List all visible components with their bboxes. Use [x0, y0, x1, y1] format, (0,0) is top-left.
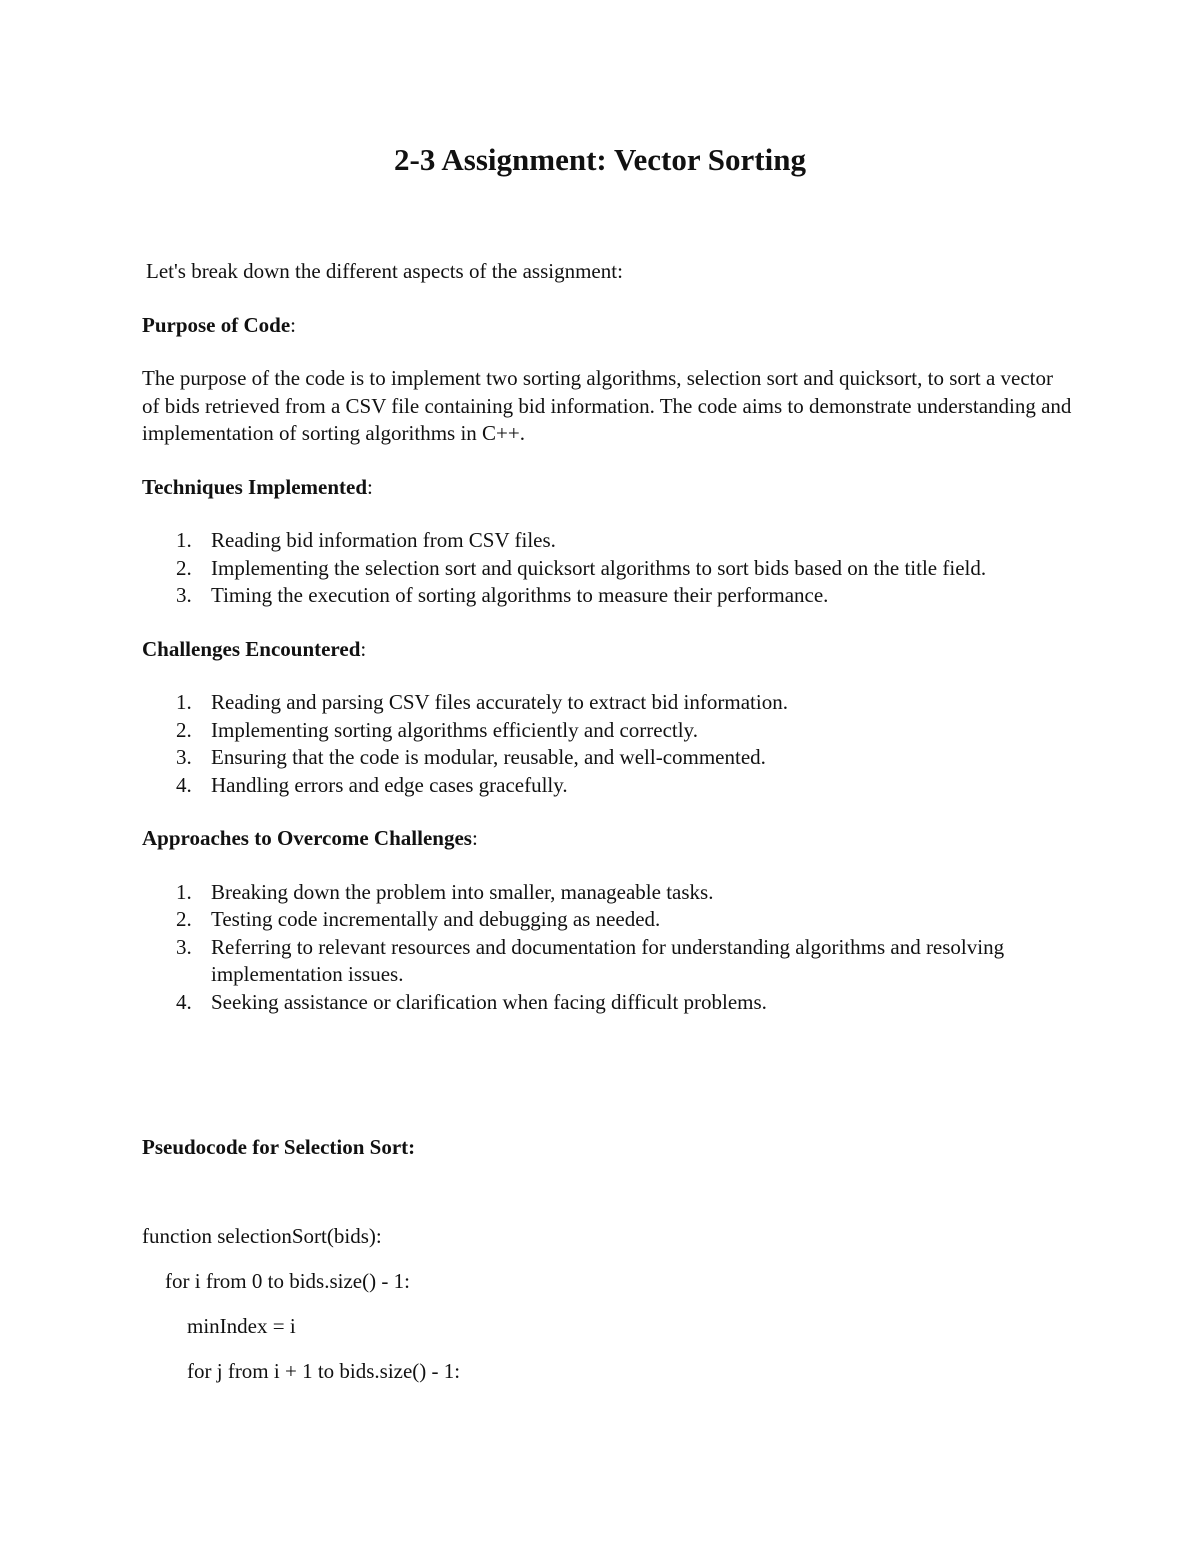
list-item-text: Implementing the selection sort and quicksort algorithms to sort bids based on the title field.: [211, 555, 987, 580]
list-item-text: Reading and parsing CSV files accurately to extract bid information.: [211, 690, 788, 714]
list-item-text: Handling errors and edge cases gracefully.: [211, 772, 568, 797]
challenges-heading-colon: :: [360, 636, 367, 661]
purpose-heading-colon: :: [290, 312, 297, 337]
list-item: [142, 772, 1072, 800]
list-number: 4.: [176, 772, 192, 797]
list-item-text: Referring to relevant resources and documentation for understanding algorithms and resolving implementation issues.: [211, 934, 1005, 986]
document-title: 2-3 Assignment: Vector Sorting: [394, 142, 806, 177]
list-item: [142, 879, 1072, 907]
list-number: 2.: [176, 555, 192, 580]
list-item: [142, 989, 1072, 1017]
list-item-text: Implementing sorting algorithms efficiently and correctly.: [211, 717, 698, 742]
list-number: 1.: [176, 690, 192, 714]
list-item: [142, 527, 1072, 555]
techniques-heading: [142, 474, 1072, 502]
list-item-text: Breaking down the problem into smaller, manageable tasks.: [211, 879, 714, 904]
list-item: [142, 906, 1072, 934]
list-item-text: Seeking assistance or clarification when facing difficult problems.: [211, 989, 767, 1014]
list-item: [142, 934, 1072, 989]
pseudocode-line: for i from 0 to bids.size() - 1:: [165, 1269, 410, 1293]
purpose-heading-text: Purpose of Code: [142, 312, 291, 337]
techniques-heading-colon: :: [367, 474, 373, 499]
pseudocode-line: for j from i + 1 to bids.size() - 1:: [187, 1359, 461, 1383]
list-item: [142, 744, 1072, 772]
challenges-heading-text: Challenges Encountered: [142, 636, 361, 661]
pseudocode-line: function selectionSort(bids):: [142, 1224, 382, 1248]
approaches-list: [142, 879, 1072, 1017]
intro-text: Let's break down the different aspects of the assignment:: [146, 259, 623, 283]
list-number: 2.: [176, 717, 192, 742]
approaches-heading: [142, 825, 1072, 853]
list-item-text: Reading bid information from CSV files.: [211, 528, 556, 552]
list-item-text: Timing the execution of sorting algorithms to measure their performance.: [211, 583, 829, 607]
purpose-heading: [142, 312, 1072, 340]
document-body: [142, 258, 1072, 1042]
list-item: [142, 717, 1072, 745]
challenges-heading: [142, 636, 1072, 664]
list-item-text: Ensuring that the code is modular, reusable, and well-commented.: [211, 745, 766, 769]
approaches-heading-text: Approaches to Overcome Challenges: [142, 826, 472, 850]
list-item-text: Testing code incrementally and debugging as needed.: [211, 907, 661, 931]
purpose-paragraph: The purpose of the code is to implement two sorting algorithms, selection sort and quicksort, to sort a vector of bids retrieved from a CSV file containing bid information. The code aims to demonstrate understanding and implementation of sorting algorithms in C++.: [142, 366, 1072, 445]
pseudocode-line: minIndex = i: [187, 1314, 296, 1338]
approaches-heading-colon: :: [471, 826, 478, 850]
pseudocode-heading: Pseudocode for Selection Sort:: [142, 1135, 416, 1159]
list-number: 4.: [176, 989, 192, 1014]
techniques-heading-text: Techniques Implemented: [142, 474, 368, 499]
list-number: 3.: [176, 934, 192, 959]
challenges-list: [142, 689, 1072, 799]
list-number: 3.: [176, 583, 192, 607]
list-item: [142, 582, 1072, 610]
list-number: 2.: [176, 907, 192, 931]
list-item: [142, 555, 1072, 583]
techniques-list: [142, 527, 1072, 610]
list-number: 3.: [176, 745, 192, 769]
list-number: 1.: [176, 879, 192, 904]
list-number: 1.: [176, 528, 192, 552]
list-item: [142, 689, 1072, 717]
